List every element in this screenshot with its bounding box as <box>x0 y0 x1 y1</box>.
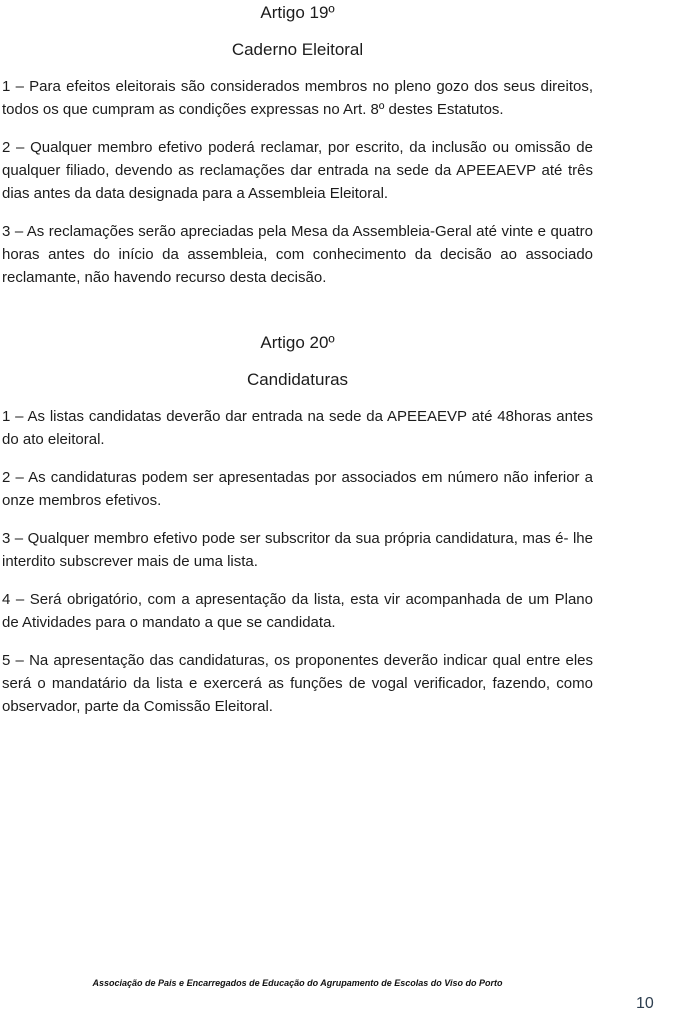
article-20-paragraph-4: 4 – Será obrigatório, com a apresentação da lista, esta vir acompanhada de um Plano de Atividades para o mandato a que se candidata. <box>2 591 593 631</box>
article-20-subtitle: Candidaturas <box>246 370 349 389</box>
article-19-paragraph-3: 3 – As reclamações serão apreciadas pela Mesa da Assembleia-Geral até vinte e quatro horas antes do início da assembleia, com conhecimento da decisão ao associado reclamante, não havendo recurso desta decisão. <box>2 223 593 286</box>
article-20-paragraph-3: 3 – Qualquer membro efetivo pode ser subscritor da sua própria candidatura, mas é- lhe interdito subscrever mais de uma lista. <box>2 530 593 570</box>
document-content <box>2 3 593 718</box>
article-19-paragraph-1: 1 – Para efeitos eleitorais são considerados membros no pleno gozo dos seus direitos, todos os que cumpram as condições expressas no Art. 8º destes Estatutos. <box>2 78 593 118</box>
page-footer: Associação de Pais e Encarregados de Educação do Agrupamento de Escolas do Viso do Porto <box>92 978 503 988</box>
article-19-paragraph-2: 2 – Qualquer membro efetivo poderá reclamar, por escrito, da inclusão ou omissão de qualquer filiado, devendo as reclamações dar entrada na sede da APEEAEVP até três dias antes da data designada para a Assembleia Eleitoral. <box>2 139 593 202</box>
page-number: 10 <box>636 995 654 1012</box>
article-20-title: Artigo 20º <box>260 333 335 352</box>
article-20-paragraph-1: 1 – As listas candidatas deverão dar entrada na sede da APEEAEVP até 48horas antes do ato eleitoral. <box>2 408 593 448</box>
article-19-title: Artigo 19º <box>260 3 335 22</box>
article-19-subtitle: Caderno Eleitoral <box>231 40 364 59</box>
article-20-paragraph-2: 2 – As candidaturas podem ser apresentadas por associados em número não inferior a onze membros efetivos. <box>2 469 593 509</box>
article-20-paragraph-5: 5 – Na apresentação das candidaturas, os proponentes deverão indicar qual entre eles será o mandatário da lista e exercerá as funções de vogal verificador, fazendo, como observador, parte da Comissão Eleitoral. <box>2 652 593 715</box>
article-20-section <box>2 333 593 718</box>
article-19-section <box>2 3 593 289</box>
